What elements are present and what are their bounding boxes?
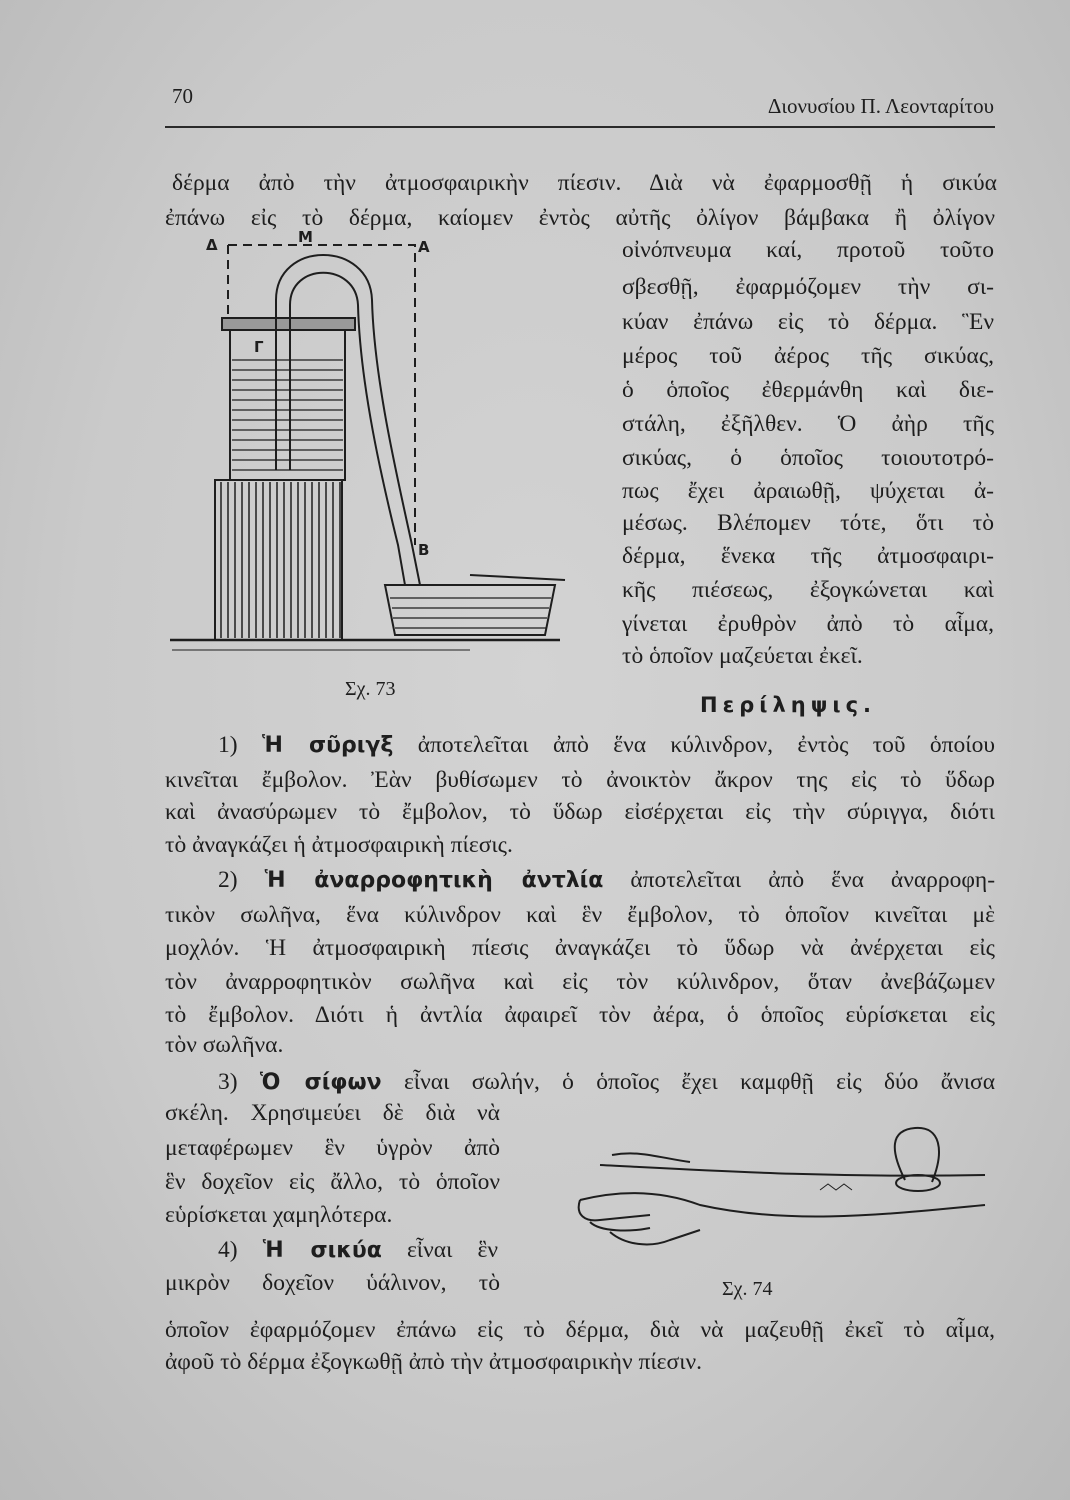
column-text-line: οἰνόπνευμα καί, προτοῦ τοῦτο [622, 237, 994, 263]
figure-74-arm-with-cup [579, 1128, 985, 1245]
column-text-line: κῆς πιέσεως, ἐξογκώνεται καὶ [622, 577, 994, 603]
running-header-author: Διονυσίου Π. Λεονταρίτου [767, 94, 994, 118]
figure-73-caption: Σχ. 73 [345, 678, 396, 700]
summary-item-1-first-line [218, 730, 995, 761]
column-text-line: ὁ ὁποῖος ἐθερμάνθη καὶ διε- [622, 377, 994, 403]
label-b: Β [418, 541, 430, 559]
item-term: Ἡ σῦριγξ [261, 733, 394, 758]
column-text-line: σβεσθῇ, ἐφαρμόζομεν τὴν σι- [622, 274, 994, 300]
summary-text-line: τὸν ἀναρροφητικὸν σωλῆνα καὶ εἰς τὸν κύλινδρον, ὅταν ἀνεβάζωμεν [165, 969, 995, 995]
summary-text-line: τὸ ἀναγκάζει ἡ ἀτμοσφαιρικὴ πίεσις. [165, 832, 513, 858]
text-line: ἐπάνω εἰς τὸ δέρμα, καίομεν ἐντὸς αὐτῆς ὀλίγον βάμβακα ἢ ὀλίγον [165, 205, 995, 231]
label-delta: Δ [206, 236, 218, 254]
summary-text-line: ἓν δοχεῖον εἰς ἄλλο, τὸ ὁποῖον [165, 1169, 500, 1195]
item-text: ἀποτελεῖται ἀπὸ ἕνα κύλινδρον, ἐντὸς τοῦ ὁποίου [417, 732, 996, 758]
column-text-line: δέρμα, ἕνεκα τῆς ἀτμοσφαιρι- [622, 543, 994, 569]
summary-text-line: ἀφοῦ τὸ δέρμα ἐξογκωθῇ ἀπὸ τὴν ἀτμοσφαιρικὴν πίεσιν. [165, 1349, 703, 1375]
column-text-line: πως ἔχει ἀραιωθῇ, ψύχεται ἀ- [622, 478, 994, 504]
item-number: 4) [218, 1237, 238, 1263]
item-term: Ὁ σίφων [259, 1070, 382, 1095]
summary-text-line: μεταφέρωμεν ἓν ὑγρὸν ἀπὸ [165, 1135, 500, 1161]
column-text-line: γίνεται ἐρυθρὸν ἀπὸ τὸ αἷμα, [622, 611, 994, 637]
page-number: 70 [172, 84, 193, 108]
summary-text-line: κινεῖται ἔμβολον. Ἐὰν βυθίσωμεν τὸ ἀνοικτὸν ἄκρον της εἰς τὸ ὕδωρ [165, 767, 995, 793]
item-number: 1) [218, 732, 238, 758]
summary-text-line: ὁποῖον ἐφαρμόζομεν ἐπάνω εἰς τὸ δέρμα, διὰ νὰ μαζευθῇ ἐκεῖ τὸ αἷμα, [165, 1317, 995, 1343]
item-text: ἀποτελεῖται ἀπὸ ἕνα ἀναρροφη- [630, 867, 996, 893]
summary-text-line: μικρὸν δοχεῖον ὑάλινον, τὸ [165, 1270, 500, 1296]
summary-text-line: τικὸν σωλῆνα, ἕνα κύλινδρον καὶ ἓν ἔμβολον, τὸ ὁποῖον κινεῖται μὲ [165, 902, 995, 928]
column-text-line: κύαν ἐπάνω εἰς τὸ δέρμα. Ἓν [622, 309, 994, 335]
label-gamma: Γ [254, 338, 264, 356]
header-rule [165, 126, 995, 128]
column-text-line: τὸ ὁποῖον μαζεύεται ἐκεῖ. [622, 643, 863, 669]
item-term: Ἡ ἀναρροφητικὴ ἀντλία [264, 868, 604, 893]
summary-item-4-first-line [218, 1235, 498, 1266]
column-text-line: μέσως. Βλέπομεν τότε, ὅτι τὸ [622, 510, 994, 536]
summary-text-line: τὸ ἔμβολον. Διότι ἡ ἀντλία ἀφαιρεῖ τὸν ἀέρα, ὁ ὁποῖος εὑρίσκεται εἰς [165, 1002, 995, 1028]
item-number: 2) [218, 867, 238, 893]
item-term: Ἡ σικύα [262, 1238, 382, 1263]
summary-text-line: τὸν σωλῆνα. [165, 1032, 284, 1058]
summary-text-line: μοχλόν. Ἡ ἀτμοσφαιρικὴ πίεσις ἀναγκάζει τὸ ὕδωρ νὰ ἀνέρχεται εἰς [165, 935, 995, 961]
summary-item-2-first-line [218, 865, 995, 896]
item-text: εἶναι ἓν [406, 1237, 498, 1263]
figure-74-caption: Σχ. 74 [722, 1278, 773, 1300]
column-text-line: στάλη, ἐξῆλθεν. Ὁ ἀὴρ τῆς [622, 411, 994, 437]
summary-text-line: εὑρίσκεται χαμηλότερα. [165, 1202, 393, 1228]
summary-heading: Περίληψις. [700, 693, 876, 717]
label-m: Μ [298, 228, 313, 246]
item-number: 3) [218, 1069, 238, 1095]
item-text: εἶναι σωλήν, ὁ ὁποῖος ἔχει καμφθῇ εἰς δύο ἄνισα [403, 1069, 996, 1095]
summary-item-3-first-line [218, 1067, 995, 1098]
summary-text-line: καὶ ἀνασύρωμεν τὸ ἔμβολον, τὸ ὕδωρ εἰσέρχεται εἰς τὴν σύριγγα, διότι [165, 799, 995, 825]
text-line: δέρμα ἀπὸ τὴν ἀτμοσφαιρικὴν πίεσιν. Διὰ νὰ ἐφαρμοσθῇ ἡ σικύα [172, 170, 997, 196]
label-a: Α [418, 238, 430, 256]
column-text-line: μέρος τοῦ ἀέρος τῆς σικύας, [622, 343, 994, 369]
column-text-line: σικύας, ὁ ὁποῖος τοιουτοτρό- [622, 445, 994, 471]
summary-text-line: σκέλη. Χρησιμεύει δὲ διὰ νὰ [165, 1100, 500, 1126]
